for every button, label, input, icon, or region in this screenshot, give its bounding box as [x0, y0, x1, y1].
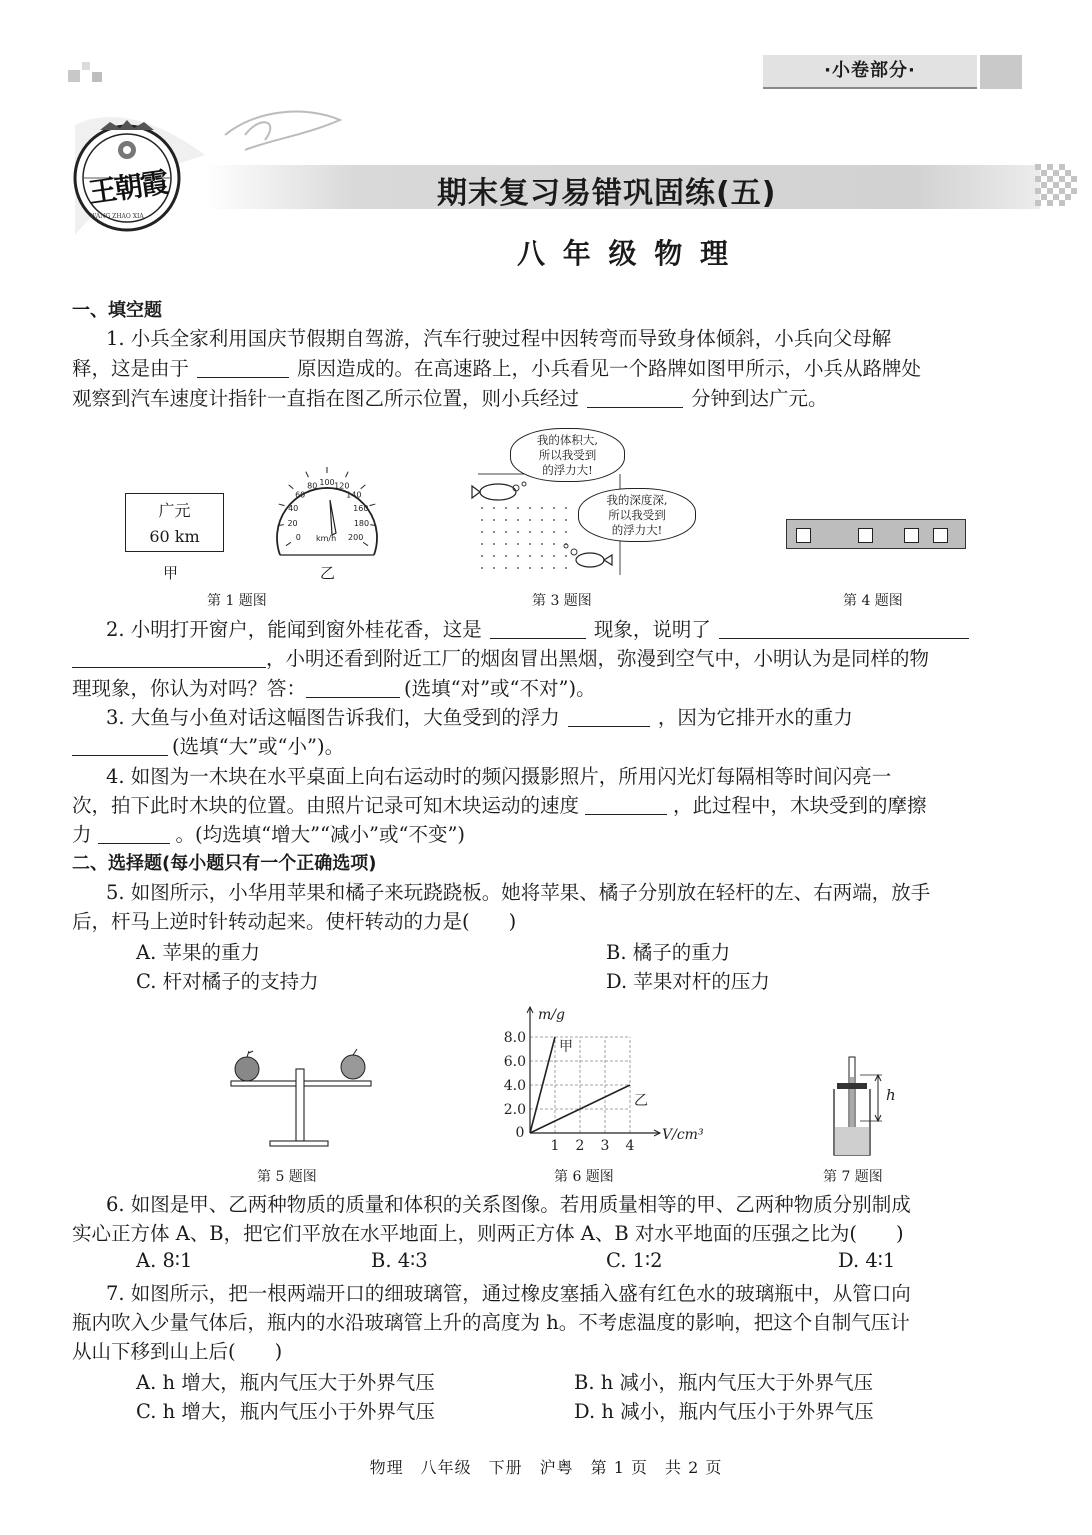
- road-sign: [125, 493, 224, 552]
- x-tick-label: 4: [625, 1138, 635, 1154]
- y-tick-label: 6.0: [503, 1054, 526, 1070]
- h-label: h: [886, 1086, 896, 1104]
- speed-tick-label: 0: [295, 533, 301, 543]
- q4-line3: 力 。(均选填“增大”“减小”或“不变”): [72, 823, 466, 846]
- speed-tick: [289, 485, 294, 489]
- series-label-yi: 乙: [634, 1093, 648, 1109]
- q3-line2: (选填“大”或“小”)。: [72, 732, 1024, 761]
- speed-tick: [346, 472, 349, 477]
- x-tick-label: 1: [550, 1138, 560, 1154]
- q6-option-c[interactable]: C. 1∶2: [606, 1249, 663, 1272]
- checker-pattern: [1035, 160, 1085, 220]
- series-label-jia: 甲: [559, 1039, 573, 1055]
- speed-tick: [279, 504, 285, 506]
- section-heading-choice: 二、选择题(每小题只有一个正确选项): [72, 853, 377, 874]
- wood-block-3: [904, 528, 919, 543]
- q2-blank1[interactable]: [490, 618, 586, 639]
- q3-blank1[interactable]: [568, 706, 650, 727]
- q4-line1: 4. 如图为一木块在水平桌面上向右运动时的频闪摄影照片，所用闪光灯每隔相等时间闪亮一: [106, 765, 892, 788]
- speed-unit: km/h: [316, 534, 337, 543]
- barometer-bottle: [820, 1055, 920, 1165]
- q7-option-a[interactable]: A. h 增大，瓶内气压大于外界气压: [136, 1371, 435, 1394]
- road-sign-distance: 60 km: [149, 527, 200, 546]
- speed-tick: [286, 542, 291, 545]
- q2-blank3[interactable]: [306, 677, 400, 698]
- seesaw-base: [270, 1141, 328, 1146]
- q5-option-d[interactable]: D. 苹果对杆的压力: [606, 970, 770, 993]
- speed-tick-label: 180: [353, 519, 370, 529]
- q6-option-d[interactable]: D. 4∶1: [838, 1249, 896, 1272]
- speedometer-needle: [330, 500, 336, 535]
- q5-option-c[interactable]: C. 杆对橘子的支持力: [136, 970, 319, 993]
- speed-tick-label: 40: [288, 503, 299, 513]
- label-jia: 甲: [163, 564, 179, 582]
- section-tag: ·小卷部分·: [763, 55, 977, 89]
- q7-line2: 瓶内吹入少量气体后，瓶内的水沿玻璃管上升的高度为 h。不考虑温度的影响，把这个自制气压计: [72, 1311, 910, 1334]
- speed-tick-label: 80: [307, 481, 318, 491]
- logo-text: 王朝霞: [86, 165, 169, 210]
- q2-line1: 2. 小明打开窗户，能闻到窗外桂花香，这是 现象，说明了: [106, 615, 1058, 644]
- speed-tick-label: 20: [287, 519, 298, 529]
- q6-option-a[interactable]: A. 8∶1: [136, 1249, 193, 1272]
- speed-tick: [361, 485, 366, 489]
- road-sign-name: 广元: [158, 501, 191, 520]
- q1-line2: 释，这是由于 原因造成的。在高速路上，小兵看见一个路牌如图甲所示，小兵从路牌处: [72, 357, 922, 380]
- y-tick-label: 4.0: [503, 1078, 526, 1094]
- speed-tick: [306, 472, 309, 477]
- q1-line1: 1. 小兵全家利用国庆节假期自驾游，汽车行驶过程中因转弯而导致身体倾斜，小兵向父母解: [106, 327, 892, 350]
- speed-tick-label: 140: [346, 490, 362, 500]
- caption-fig1: 第 1 题图: [207, 593, 267, 609]
- wood-block-1: [796, 528, 811, 543]
- q7-option-b[interactable]: B. h 减小，瓶内气压大于外界气压: [574, 1371, 873, 1394]
- q6-line1: 6. 如图是甲、乙两种物质的质量和体积的关系图像。若用质量相等的甲、乙两种物质分别制成: [106, 1193, 911, 1216]
- q6-option-b[interactable]: B. 4∶3: [371, 1249, 428, 1272]
- page-title: 期末复习易错巩固练(五): [437, 176, 777, 211]
- apple: [235, 1057, 259, 1081]
- speed-tick-label: 120: [334, 481, 350, 491]
- x-tick-label: 2: [575, 1138, 585, 1154]
- mass-volume-chart: [500, 995, 720, 1155]
- q2-blank2-cont[interactable]: [72, 647, 266, 668]
- speed-tick-label: 60: [295, 490, 306, 500]
- speed-tick-label: 100: [319, 478, 335, 487]
- wood-block-4: [933, 528, 948, 543]
- speech-bubble-big-fish: 我的体积大, 所以我受到 的浮力大!: [510, 428, 625, 482]
- x-axis-label: V/cm³: [662, 1127, 704, 1143]
- q4-blank2[interactable]: [98, 823, 170, 844]
- strobe-strip: [786, 519, 966, 549]
- q7-line1: 7. 如图所示，把一根两端开口的细玻璃管，通过橡皮塞插入盛有红色水的玻璃瓶中，从管口向: [106, 1282, 911, 1305]
- wood-block-2: [858, 528, 873, 543]
- q7-option-c[interactable]: C. h 增大，瓶内气压小于外界气压: [136, 1400, 435, 1423]
- svg-text:WANG ZHAO XIA: WANG ZHAO XIA: [90, 213, 144, 220]
- rubber-stopper: [837, 1083, 867, 1089]
- caption-fig6: 第 6 题图: [554, 1169, 614, 1185]
- q2-blank2[interactable]: [719, 618, 969, 639]
- y-tick-label: 2.0: [503, 1102, 526, 1118]
- label-yi: 乙: [320, 564, 336, 582]
- q1-line3: 观察到汽车速度计指针一直指在图乙所示位置，则小兵经过 分钟到达广元。: [72, 387, 828, 410]
- q1-blank1[interactable]: [197, 357, 289, 378]
- speech-bubble-small-fish: 我的深度深, 所以我受到 的浮力大!: [578, 488, 696, 542]
- q3-blank2[interactable]: [72, 735, 168, 756]
- q4-line2: 次，拍下此时木块的位置。由照片记录可知木块运动的速度 ，此过程中，木块受到的摩擦: [72, 794, 927, 817]
- origin-label: 0: [515, 1125, 525, 1141]
- section-heading-fill: 一、填空题: [72, 300, 162, 321]
- q5-line2: 后，杆马上逆时针转动起来。使杆转动的力是( ): [72, 910, 517, 933]
- speedometer: [268, 465, 386, 560]
- page-footer: 物理 八年级 下册 沪粤 第 1 页 共 2 页: [369, 1458, 723, 1477]
- x-tick-label: 3: [600, 1138, 610, 1154]
- orange: [341, 1055, 365, 1079]
- big-fish: [480, 484, 516, 500]
- q2-line2: ，小明还看到附近工厂的烟囱冒出黑烟，弥漫到空气中，小明认为是同样的物: [72, 644, 1024, 673]
- seesaw-post: [296, 1069, 304, 1141]
- speed-tick-label: 200: [348, 533, 364, 543]
- q2-line3: 理现象，你认为对吗？答： (选填“对”或“不对”)。: [72, 677, 596, 700]
- speed-tick: [363, 542, 368, 545]
- caption-fig4: 第 4 题图: [843, 593, 903, 609]
- brand-logo: [70, 118, 185, 233]
- y-tick-label: 8.0: [503, 1030, 526, 1046]
- red-water: [835, 1127, 870, 1155]
- q1-blank2[interactable]: [587, 387, 683, 408]
- speed-tick-label: 160: [353, 503, 369, 513]
- q5-option-a[interactable]: A. 苹果的重力: [136, 941, 260, 964]
- q5-option-b[interactable]: B. 橘子的重力: [606, 941, 731, 964]
- y-axis-label: m/g: [538, 1007, 565, 1023]
- q6-line2: 实心正方体 A、B，把它们平放在水平地面上，则两正方体 A、B 对水平地面的压强之比为( ): [72, 1222, 904, 1245]
- caption-fig7: 第 7 题图: [823, 1169, 883, 1185]
- q4-blank1[interactable]: [585, 794, 667, 815]
- speed-tick: [370, 504, 376, 506]
- q3-line1: 3. 大鱼与小鱼对话这幅图告诉我们，大鱼受到的浮力 ，因为它排开水的重力: [106, 706, 853, 729]
- section-tag-edge: [980, 55, 1022, 89]
- caption-fig3: 第 3 题图: [532, 593, 592, 609]
- seesaw-figure: [225, 1045, 375, 1155]
- small-fish: [576, 553, 604, 567]
- caption-fig5: 第 5 题图: [257, 1169, 317, 1185]
- corner-squares: [68, 58, 108, 88]
- q7-line3: 从山下移到山上后( ): [72, 1340, 283, 1363]
- q5-line1: 5. 如图所示，小华用苹果和橘子来玩跷跷板。她将苹果、橘子分别放在轻杆的左、右两端，放手: [106, 881, 931, 904]
- page-subtitle: 八 年 级 物 理: [517, 237, 732, 270]
- q7-option-d[interactable]: D. h 减小，瓶内气压小于外界气压: [574, 1400, 874, 1423]
